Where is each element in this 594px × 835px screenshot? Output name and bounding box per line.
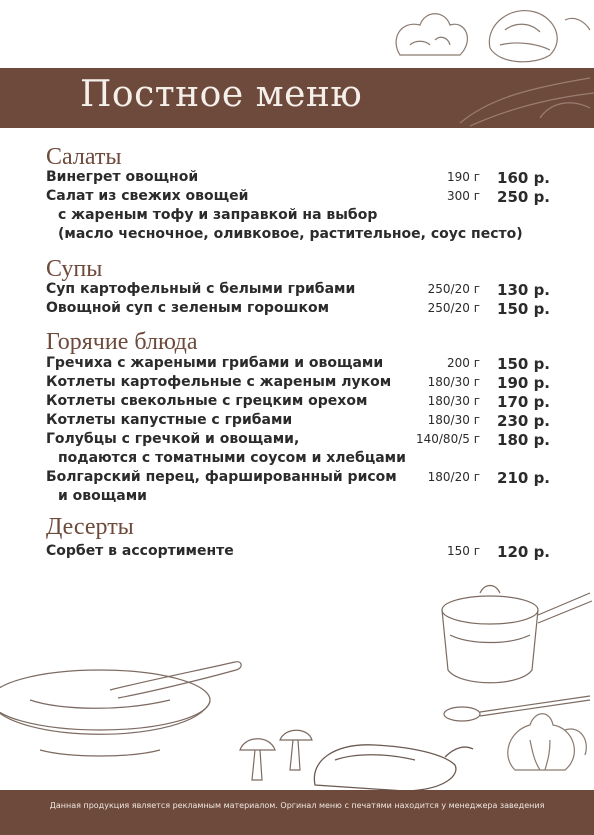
pot-sketch-icon: [430, 575, 594, 695]
menu-item: [46, 281, 556, 299]
vegetables-sketch-icon: [380, 0, 594, 70]
menu-item: [46, 393, 556, 411]
item-price: 250 р.: [497, 188, 550, 206]
item-weight: 200 г: [446, 356, 480, 370]
garlic-sketch-icon: [495, 700, 594, 780]
item-price: 190 р.: [497, 374, 550, 392]
menu-item: [46, 469, 556, 487]
section-heading: Десерты: [46, 514, 134, 540]
item-name: Гречиха с жареными грибами и овощами: [46, 355, 384, 371]
item-name: Котлеты картофельные с жареным луком: [46, 374, 392, 390]
item-name: Котлеты свекольные с грецким орехом: [46, 393, 368, 409]
item-price: 130 р.: [497, 281, 550, 299]
item-name: Болгарский перец, фаршированный рисом: [46, 469, 397, 485]
item-detail: подаются с томатными соусом и хлебцами: [58, 450, 406, 466]
section-heading: Горячие блюда: [46, 329, 198, 355]
item-detail: (масло чесночное, оливковое, растительное, соус песто): [58, 226, 523, 242]
menu-item: [46, 169, 556, 187]
menu-item: [46, 355, 556, 373]
vegetables-overlay-icon: [450, 68, 594, 128]
menu-item: [46, 188, 556, 206]
item-detail: с жареным тофу и заправкой на выбор: [58, 207, 378, 223]
menu-item: [46, 543, 556, 561]
item-price: 120 р.: [497, 543, 550, 561]
item-name: Овощной суп с зеленым горошком: [46, 300, 330, 316]
item-price: 160 р.: [497, 169, 550, 187]
item-weight: 250/20 г: [427, 301, 480, 315]
section-heading: Супы: [46, 256, 103, 282]
item-weight: 250/20 г: [427, 282, 480, 296]
item-weight: 180/30 г: [427, 375, 480, 389]
item-price: 150 р.: [497, 300, 550, 318]
item-name: Котлеты капустные с грибами: [46, 412, 293, 428]
item-weight: 190 г: [446, 170, 480, 184]
footer-band: [0, 790, 594, 835]
menu-item: [46, 412, 556, 430]
menu-item: [46, 300, 556, 318]
section-heading: Салаты: [46, 144, 122, 170]
item-price: 230 р.: [497, 412, 550, 430]
menu-item: [46, 374, 556, 392]
item-weight: 300 г: [446, 189, 480, 203]
item-name: Винегрет овощной: [46, 169, 199, 185]
item-name: Суп картофельный с белыми грибами: [46, 281, 356, 297]
item-weight: 180/30 г: [427, 413, 480, 427]
soup-bowl-sketch-icon: [0, 640, 250, 760]
item-detail: и овощами: [58, 488, 147, 504]
item-weight: 180/20 г: [427, 470, 480, 484]
eggplant-sketch-icon: [305, 735, 475, 793]
item-price: 150 р.: [497, 355, 550, 373]
item-weight: 150 г: [446, 544, 480, 558]
item-price: 170 р.: [497, 393, 550, 411]
item-name: Сорбет в ассортименте: [46, 543, 234, 559]
item-price: 180 р.: [497, 431, 550, 449]
page-title: Постное меню: [80, 74, 363, 115]
menu-item: [46, 431, 556, 449]
item-name: Салат из свежих овощей: [46, 188, 249, 204]
item-name: Голубцы с гречкой и овощами,: [46, 431, 300, 447]
item-weight: 140/80/5 г: [415, 432, 480, 446]
item-price: 210 р.: [497, 469, 550, 487]
item-weight: 180/30 г: [427, 394, 480, 408]
footer-disclaimer: Данная продукция является рекламным материалом. Оргинал меню с печатями находится у менеджера заведения: [49, 801, 545, 810]
